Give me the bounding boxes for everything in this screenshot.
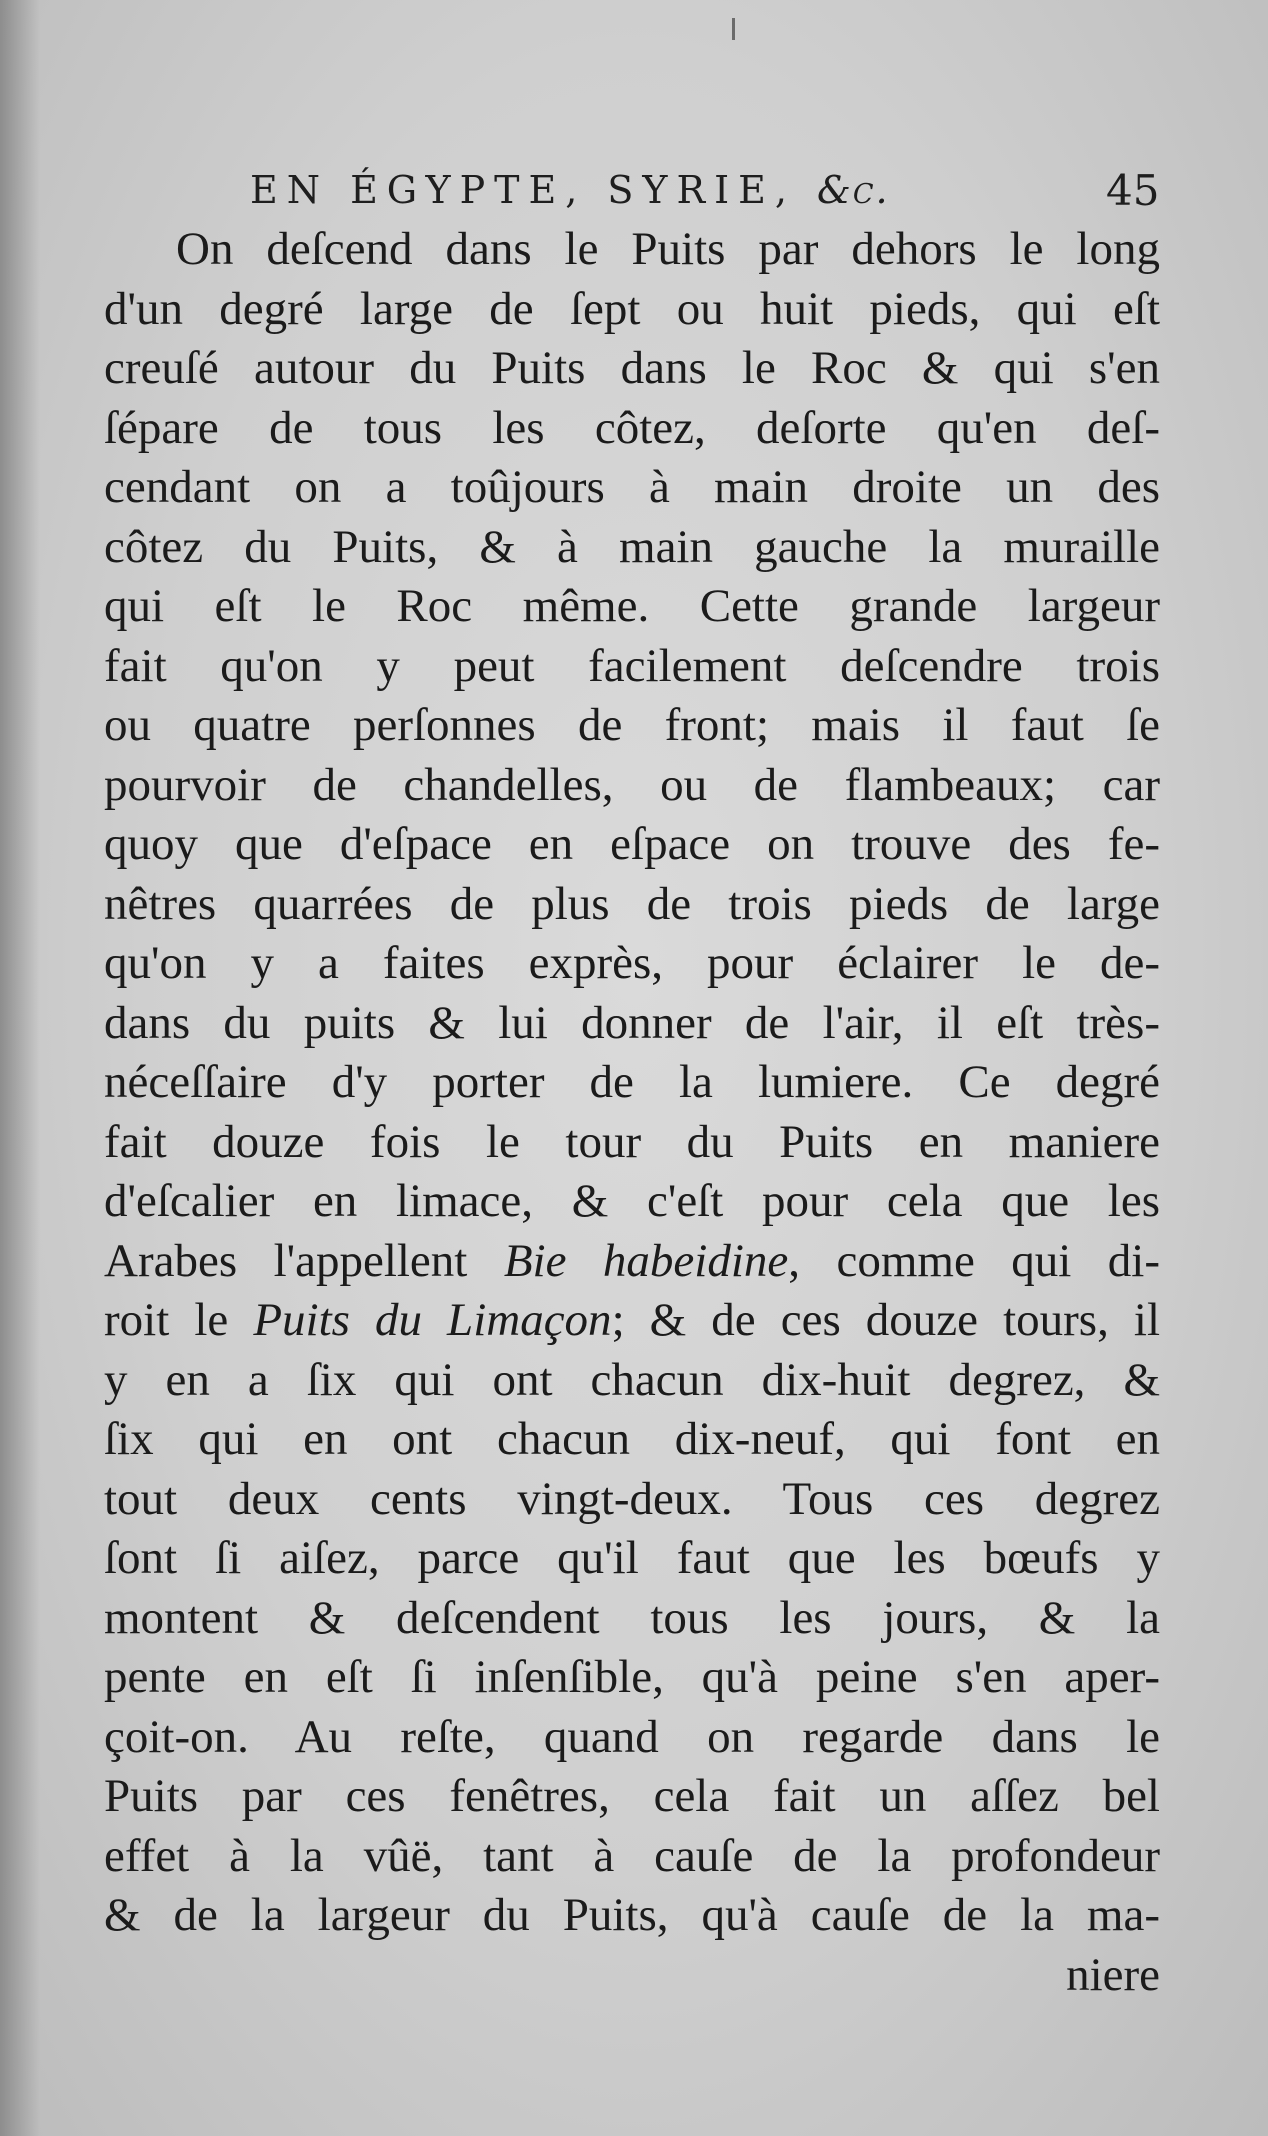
text-segment: ; & de ces douze tours, il — [611, 1294, 1161, 1346]
catchword: niere — [1066, 1948, 1160, 2001]
gutter-shadow — [0, 0, 40, 2136]
text-line: cendant on a toûjours à main droite un des — [104, 461, 1160, 513]
text-line: Puits par ces fenêtres, cela fait un aſſez bel — [104, 1770, 1160, 1822]
text-line: montent & deſcendent tous les jours, & la — [104, 1591, 1160, 1644]
text-segment: roit le — [104, 1294, 254, 1346]
page-mark — [732, 18, 735, 40]
italic-term: Bie habeidine — [503, 1234, 789, 1287]
text-line: fait douze fois le tour du Puits en maniere — [104, 1115, 1160, 1168]
text-line: d'eſcalier en limace, & c'eſt pour cela que les — [104, 1175, 1160, 1227]
running-head — [250, 168, 990, 212]
text-segment: , comme qui di- — [788, 1234, 1161, 1287]
text-line: & de la largeur du Puits, qu'à cauſe de la ma- — [104, 1889, 1160, 1941]
text-line: nêtres quarrées de plus de trois pieds de large — [104, 877, 1160, 930]
text-line: fait qu'on y peut facilement deſcendre trois — [104, 639, 1160, 692]
running-head-title: EN ÉGYPTE, SYRIE, — [250, 168, 796, 212]
text-line: qui eſt le Roc même. Cette grande largeur — [104, 580, 1160, 632]
text-line: ou quatre perſonnes de front; mais il faut ſe — [104, 699, 1160, 751]
text-line: ſix qui en ont chacun dix-neuf, qui font en — [104, 1413, 1160, 1465]
text-line: ſépare de tous les côtez, deſorte qu'en deſ- — [104, 401, 1160, 454]
text-line: néceſſaire d'y porter de la lumiere. Ce degré — [104, 1056, 1160, 1108]
page-number: 45 — [1106, 166, 1160, 215]
text-line: ſont ſi aiſez, parce qu'il faut que les bœufs y — [104, 1532, 1160, 1584]
text-line: creuſé autour du Puits dans le Roc & qui s'en — [104, 342, 1160, 394]
text-line-with-italic — [104, 1232, 1160, 1292]
text-line: On deſcend dans le Puits par dehors le long — [176, 223, 1160, 275]
text-line: pourvoir de chandelles, ou de flambeaux; car — [104, 758, 1160, 811]
text-line: qu'on y a faites exprès, pour éclairer le de- — [104, 937, 1160, 989]
italic-term: Puits du Limaçon — [253, 1294, 612, 1346]
text-line-with-italic — [104, 1291, 1160, 1351]
text-line: quoy que d'eſpace en eſpace on trouve des fe- — [104, 818, 1160, 870]
body-text — [104, 220, 1160, 2005]
text-line: y en a ſix qui ont chacun dix-huit degrez, & — [104, 1353, 1160, 1406]
text-line: côtez du Puits, & à main gauche la muraille — [104, 520, 1160, 573]
text-segment: Arabes l'appellent — [104, 1234, 504, 1287]
text-line: effet à la vûë, tant à cauſe de la profondeur — [104, 1829, 1160, 1882]
text-line: tout deux cents vingt-deux. Tous ces degrez — [104, 1472, 1160, 1525]
text-line: pente en eſt ſi inſenſible, qu'à peine s'en aper- — [104, 1651, 1160, 1703]
text-line: dans du puits & lui donner de l'air, il eſt très- — [104, 996, 1160, 1049]
running-head-etc: &c. — [817, 168, 890, 212]
text-line: çoit-on. Au reſte, quand on regarde dans le — [104, 1710, 1160, 1763]
text-line: d'un degré large de ſept ou huit pieds, qui eſt — [104, 282, 1160, 335]
